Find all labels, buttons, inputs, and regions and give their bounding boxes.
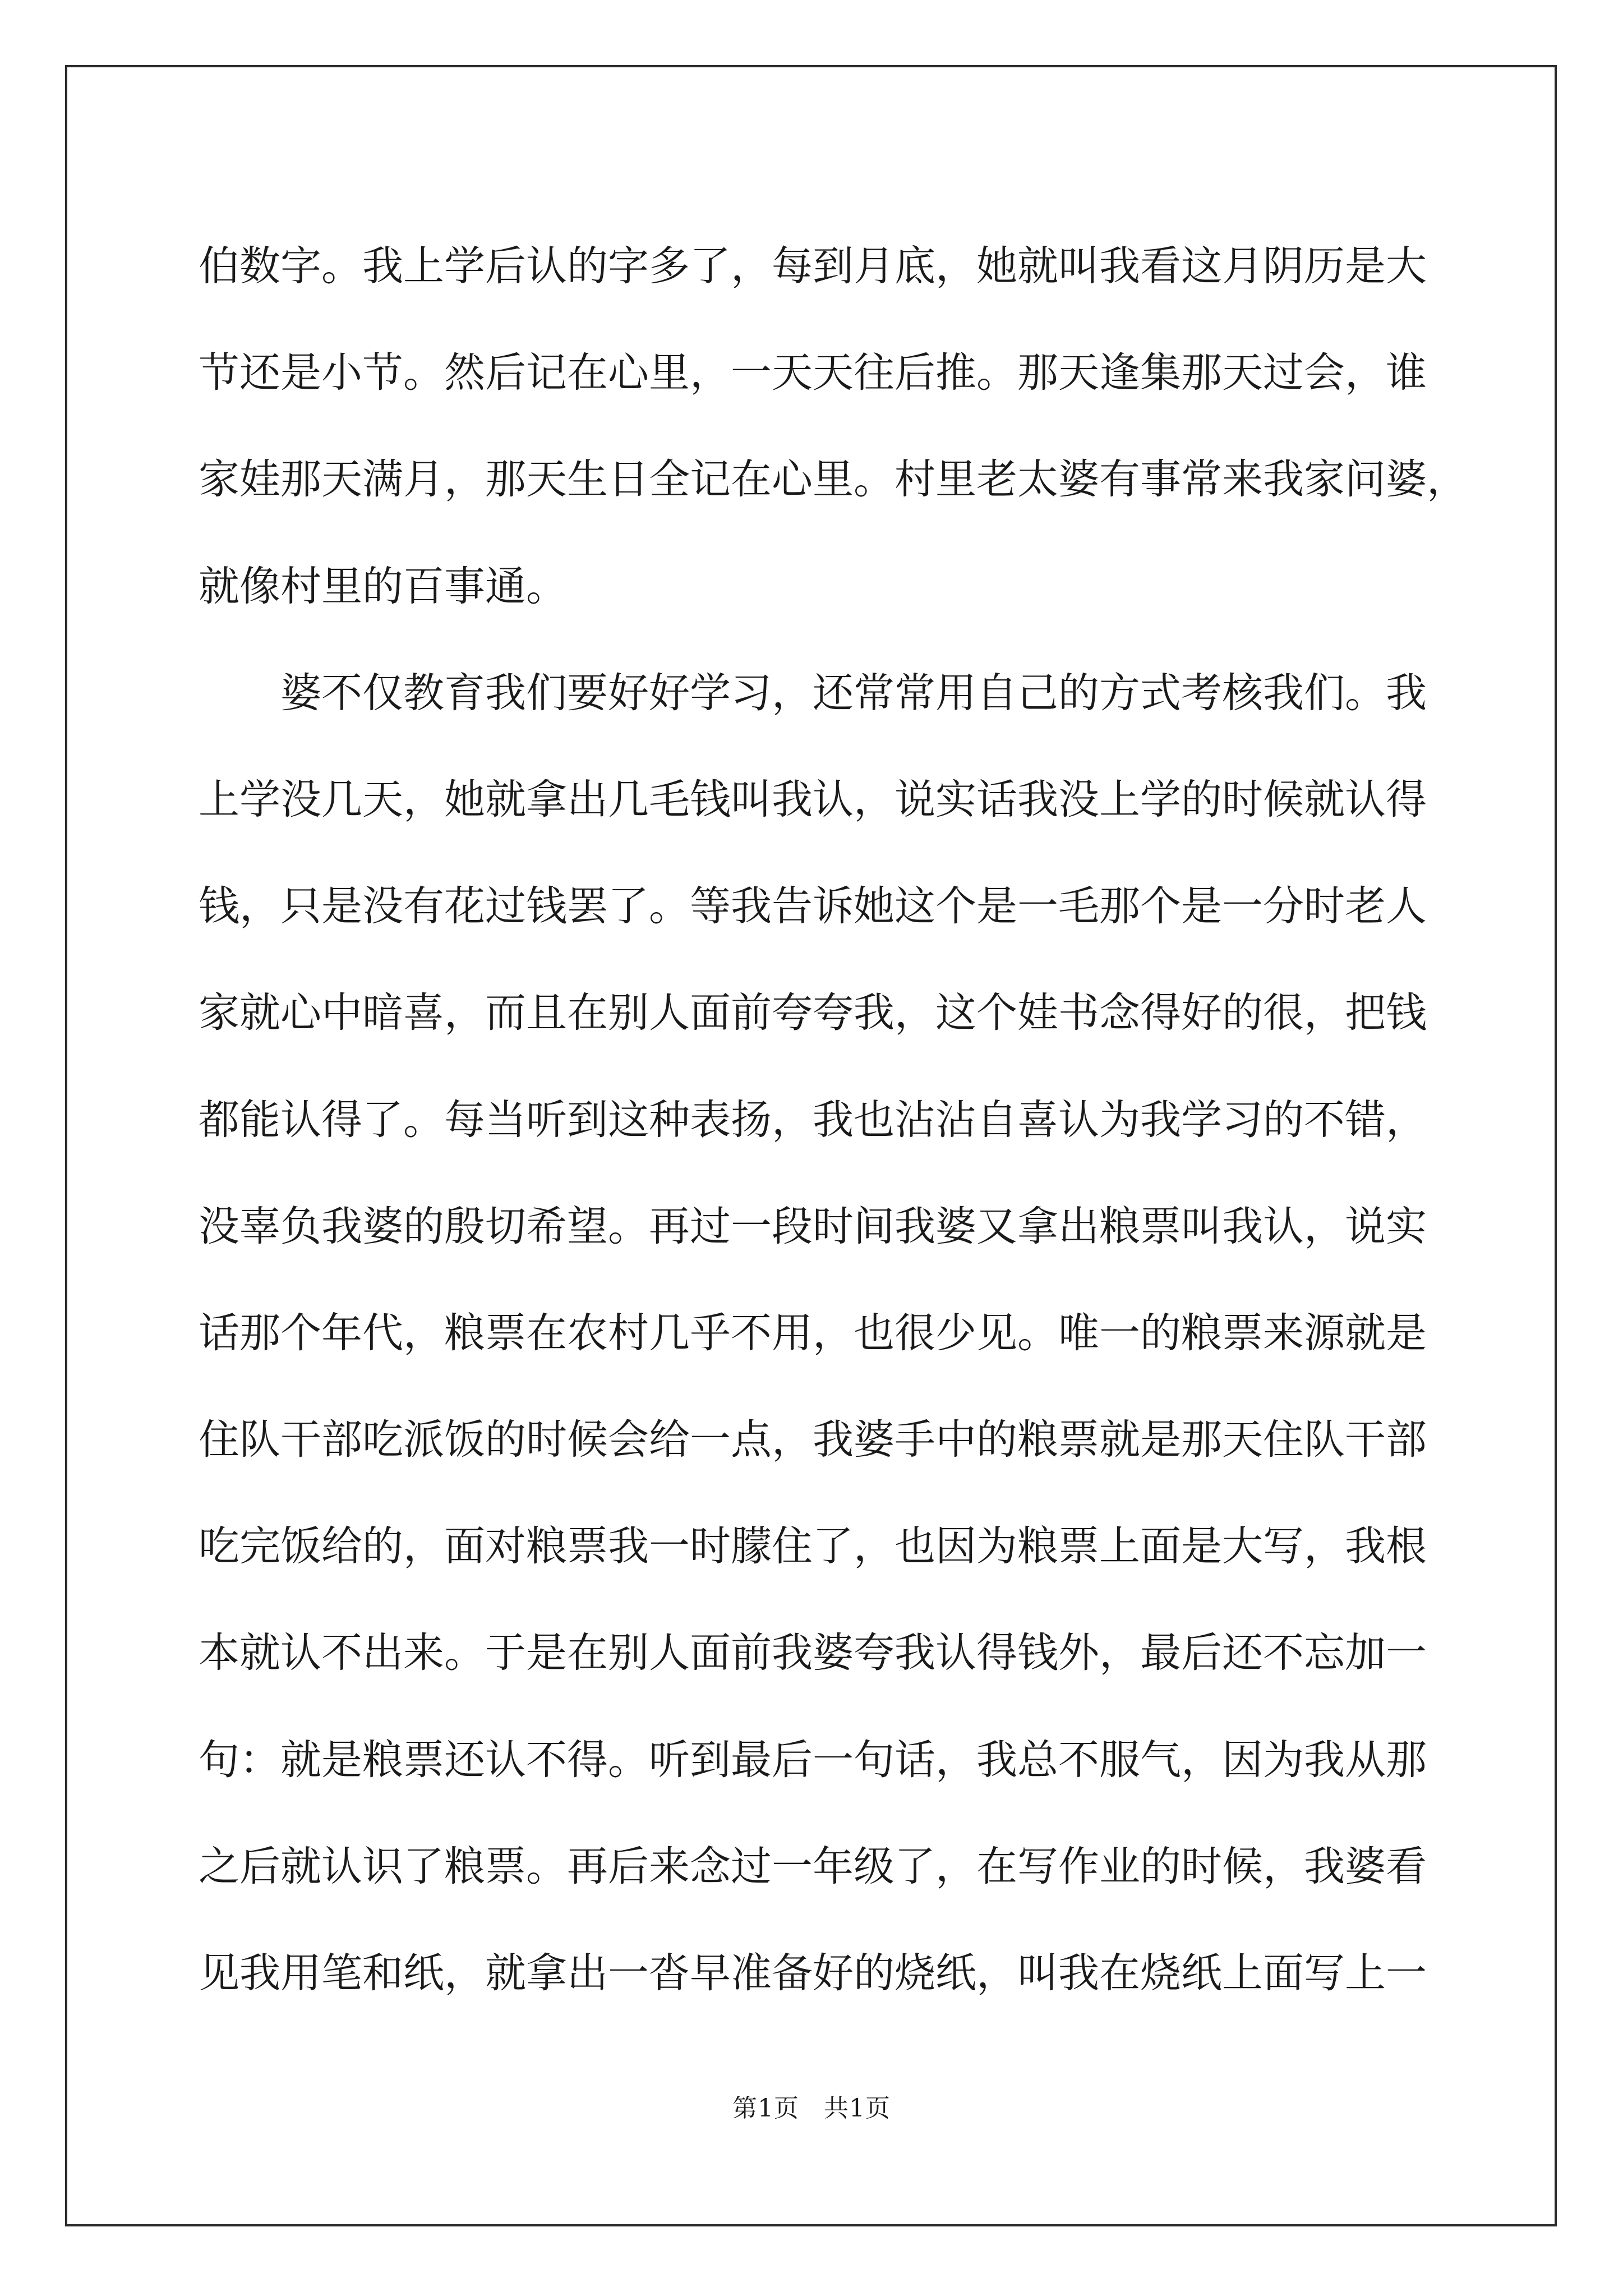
page-total: 共1页 [824,2094,891,2123]
text-line: 没辜负我婆的殷切希望。再过一段时间我婆又拿出粮票叫我认，说实 [199,1202,1427,1250]
text-line: 家就心中暗喜，而且在别人面前夸夸我，这个娃书念得好的很，把钱 [199,989,1427,1037]
text-line: 节还是小节。然后记在心里，一天天往后推。那天逢集那天过会，谁 [199,349,1427,397]
text-line: 就像村里的百事通。 [199,562,567,610]
text-line: 钱，只是没有花过钱罢了。等我告诉她这个是一毛那个是一分时老人 [199,882,1427,931]
text-line: 上学没几天，她就拿出几毛钱叫我认，说实话我没上学的时候就认得 [199,775,1427,823]
text-line: 见我用笔和纸，就拿出一沓早准备好的烧纸，叫我在烧纸上面写上一 [199,1949,1427,1997]
text-line: 都能认得了。每当听到这种表扬，我也沾沾自喜认为我学习的不错， [199,1096,1427,1144]
text-line: 伯数字。我上学后认的字多了，每到月底，她就叫我看这月阴历是大 [199,242,1427,290]
text-line: 婆不仅教育我们要好好学习，还常常用自己的方式考核我们。我 [280,669,1427,717]
text-line: 句：就是粮票还认不得。听到最后一句话，我总不服气，因为我从那 [199,1736,1427,1784]
text-line: 吃完饭给的，面对粮票我一时朦住了，也因为粮票上面是大写，我根 [199,1522,1427,1571]
paragraph [199,213,1468,640]
text-line: 本就认不出来。于是在别人面前我婆夸我认得钱外，最后还不忘加一 [199,1629,1427,1677]
page-footer [0,2088,1623,2124]
text-line: 住队干部吃派饭的时候会给一点，我婆手中的粮票就是那天住队干部 [199,1416,1427,1464]
paragraph [199,640,1464,2027]
text-line: 家娃那天满月，那天生日全记在心里。村里老太婆有事常来我家问婆， [199,455,1468,504]
text-line: 之后就认识了粮票。再后来念过一年级了，在写作业的时候，我婆看 [199,1842,1427,1890]
page-number: 第1页 [732,2094,799,2123]
document-body [199,213,1468,2027]
text-line: 话那个年代，粮票在农村几乎不用，也很少见。唯一的粮票来源就是 [199,1309,1427,1357]
